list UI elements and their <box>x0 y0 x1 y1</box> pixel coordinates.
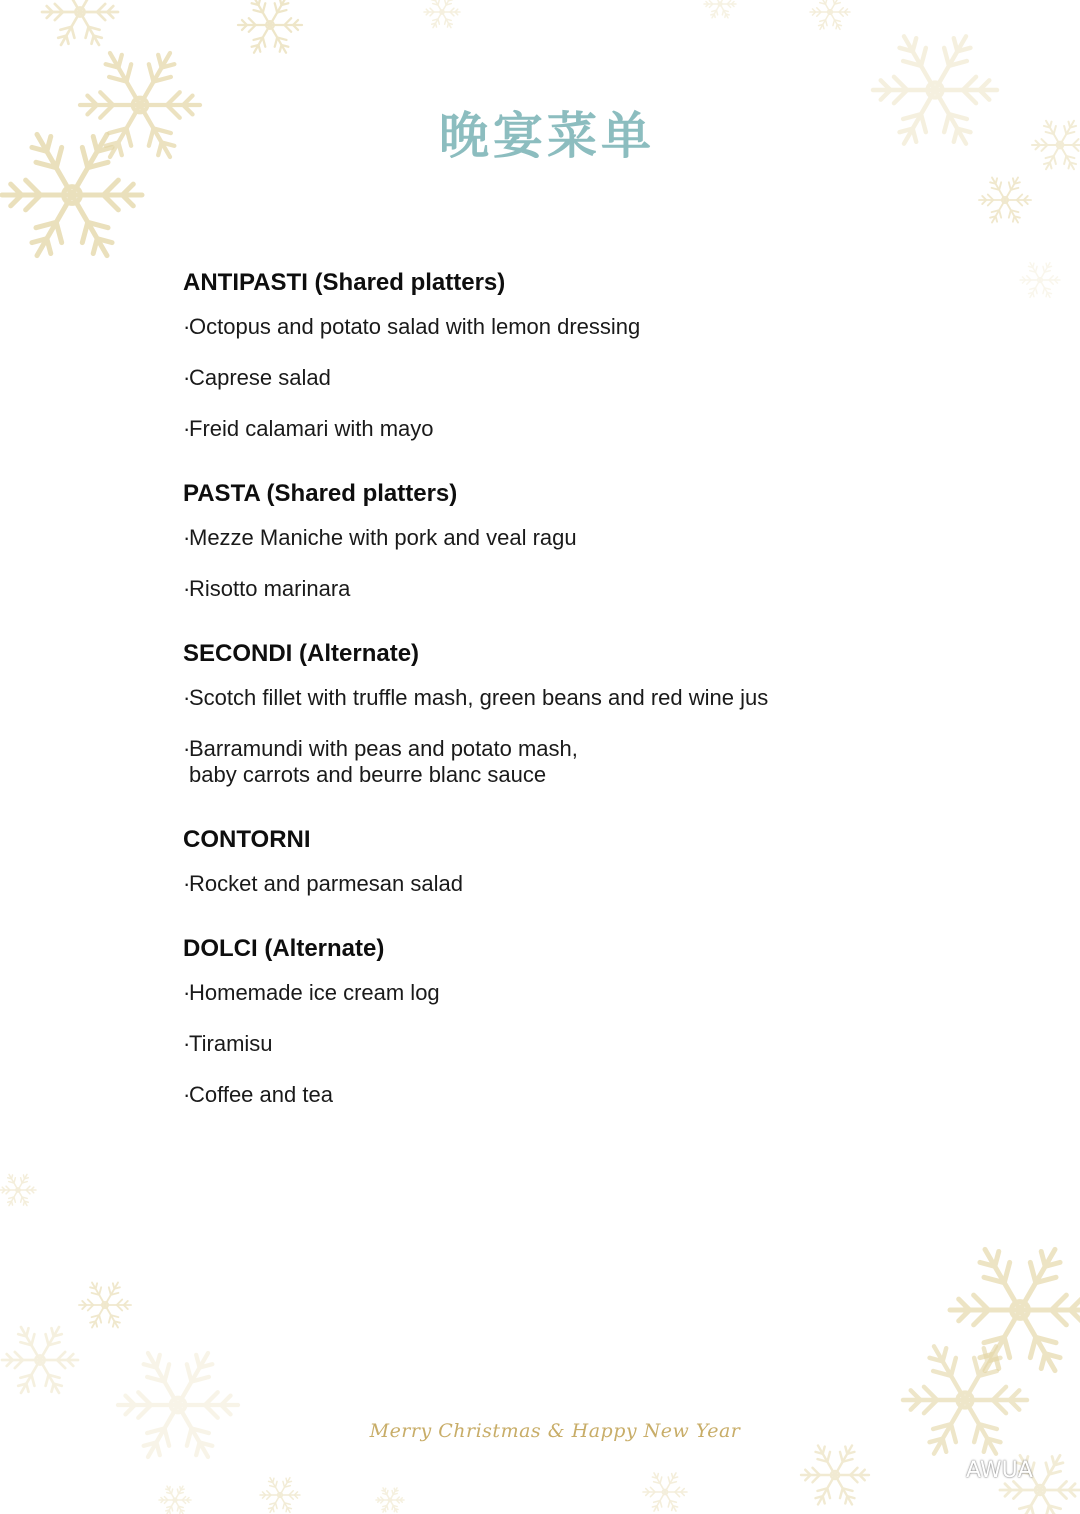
snowflake-icon <box>810 0 850 29</box>
menu-section-pasta <box>183 475 983 602</box>
snowflake-icon <box>260 1478 300 1513</box>
dish-item-multiline <box>183 736 983 788</box>
section-heading: DOLCI (Alternate) <box>183 935 385 962</box>
snowflake-icon <box>424 0 460 28</box>
snowflake-icon <box>1020 263 1060 298</box>
section-heading: SECONDI (Alternate) <box>183 640 420 667</box>
dish-line-continued: baby carrots and beurre blanc sauce <box>189 762 547 787</box>
dish-item: · Coffee and tea <box>183 1082 983 1108</box>
dish-line: Barramundi with peas and potato mash, <box>189 736 578 761</box>
section-heading: CONTORNI <box>183 826 311 853</box>
snowflake-icon <box>79 1282 131 1327</box>
snowflake-icon <box>238 0 302 53</box>
dish-item: · Mezze Maniche with pork and veal ragu <box>183 525 983 551</box>
dish-item: · Octopus and potato salad with lemon dressing <box>183 314 983 340</box>
section-heading: PASTA (Shared platters) <box>183 480 458 507</box>
menu-section-secondi <box>183 635 983 788</box>
snowflake-icon <box>704 0 736 18</box>
page-title: 晚宴菜单 <box>439 107 655 165</box>
snowflake-icon <box>979 177 1031 222</box>
snowflake-icon <box>801 1446 869 1505</box>
wechat-icon <box>926 1456 962 1484</box>
snowflake-icon <box>0 1174 36 1205</box>
menu-list <box>183 264 983 1141</box>
snowflake-icon <box>159 1486 191 1514</box>
dish-item: · Caprese salad <box>183 365 983 391</box>
dish-item: · Freid calamari with mayo <box>183 416 983 442</box>
dish-item: · Tiramisu <box>183 1031 983 1057</box>
dish-item: · Scotch fillet with truffle mash, green beans and red wine jus <box>183 685 983 711</box>
snowflake-icon <box>376 1488 404 1512</box>
watermark <box>926 1455 1033 1485</box>
dish-item: · Risotto marinara <box>183 576 983 602</box>
menu-section-antipasti <box>183 264 983 442</box>
dish-item: · Homemade ice cream log <box>183 980 983 1006</box>
snowflake-icon <box>643 1473 687 1511</box>
menu-section-dolci <box>183 930 983 1108</box>
holiday-greeting: Merry Christmas & Happy New Year <box>369 1420 741 1442</box>
watermark-label: AWUA <box>966 1457 1033 1483</box>
snowflake-icon <box>2 1327 78 1393</box>
dish-item: · Rocket and parmesan salad <box>183 871 983 897</box>
menu-section-contorni <box>183 821 983 897</box>
section-heading: ANTIPASTI (Shared platters) <box>183 269 506 296</box>
snowflake-icon <box>42 0 118 45</box>
snowflake-icon <box>950 1249 1080 1370</box>
